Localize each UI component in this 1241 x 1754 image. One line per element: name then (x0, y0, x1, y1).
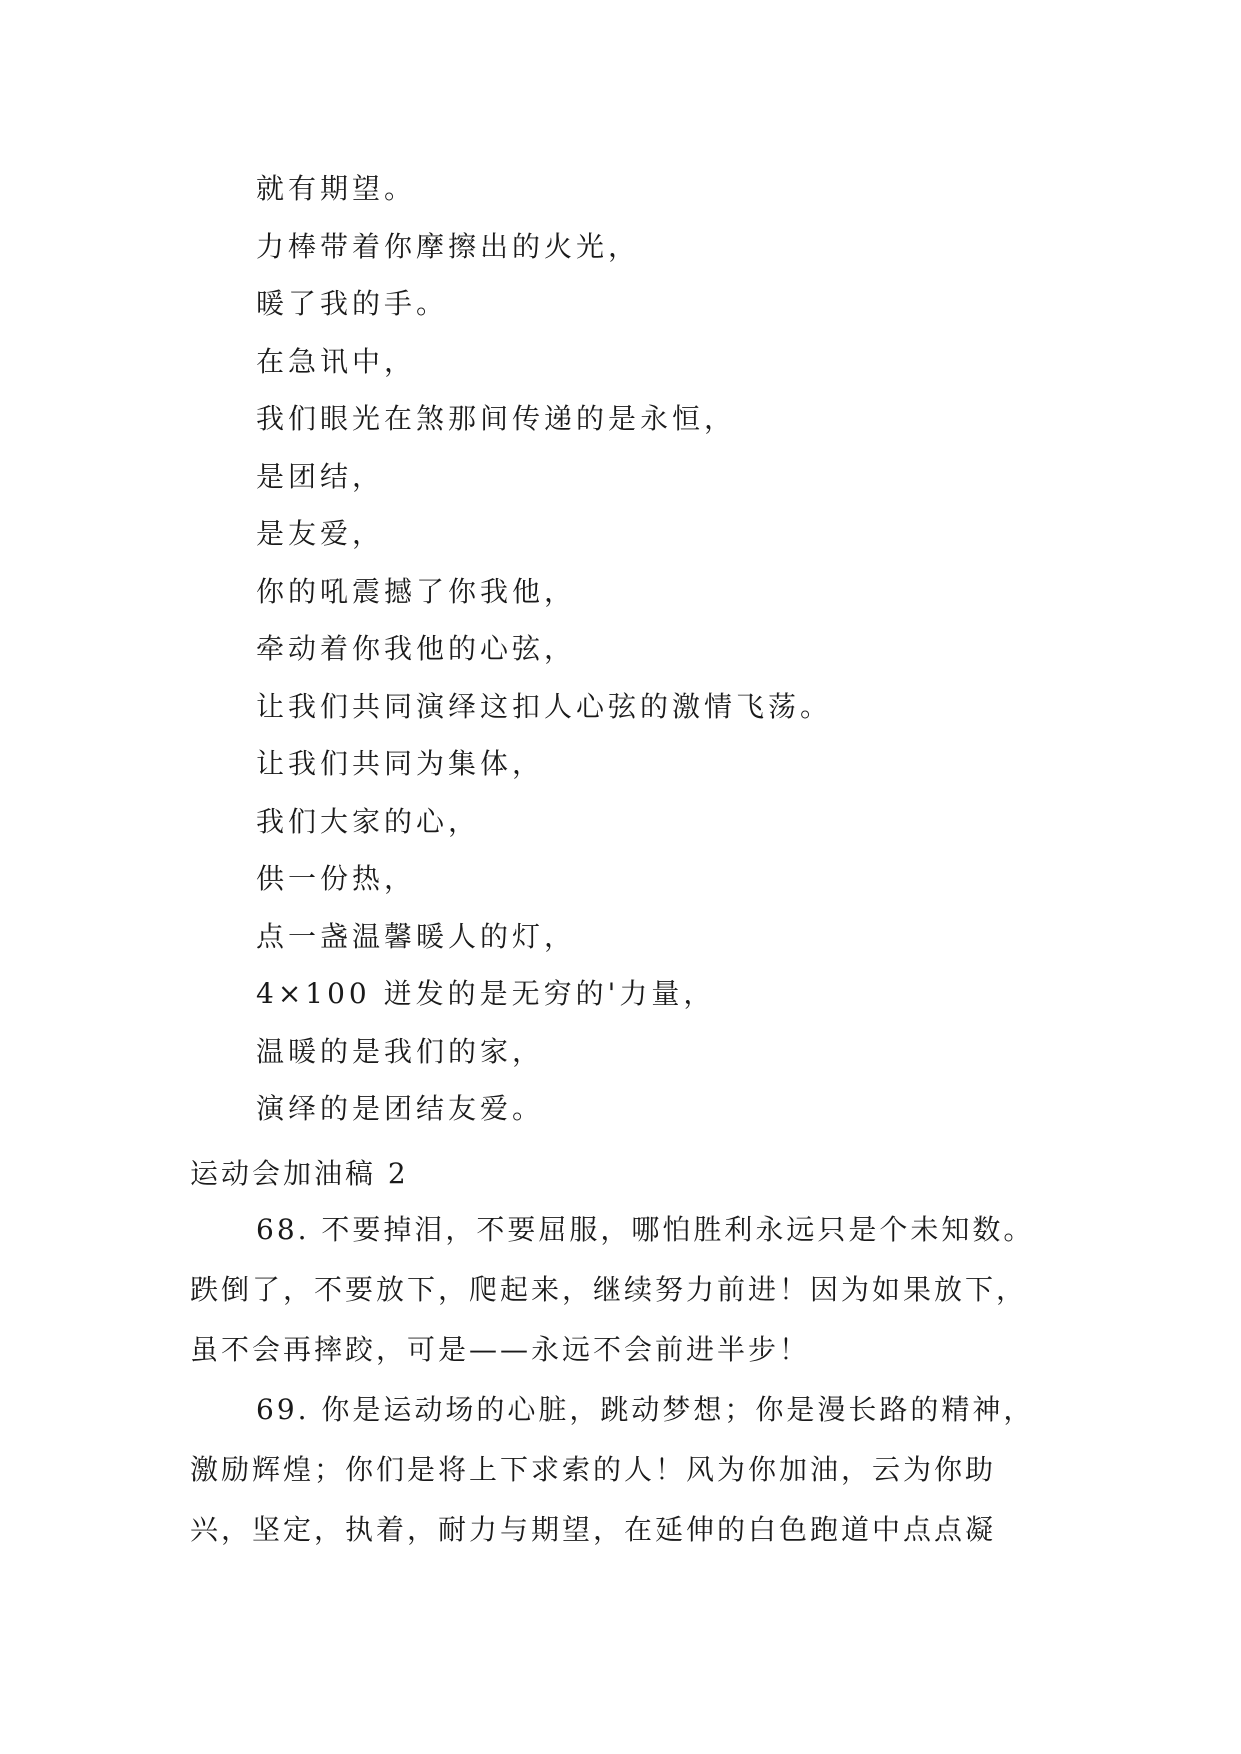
paragraph-69 (190, 1380, 1080, 1560)
verse-line: 让我们共同演绎这扣人心弦的激情飞荡。 (256, 689, 833, 723)
paragraph-line: 69. 你是运动场的心脏，跳动梦想；你是漫长路的精神， (256, 1393, 1035, 1426)
verse-line: 让我们共同为集体， (256, 747, 545, 780)
verse-line: 力棒带着你摩擦出的火光， (256, 229, 641, 263)
paragraph-line: 虽不会再摔跤，可是——永远不会前进半步！ (190, 1333, 811, 1366)
verse-line: 牵动着你我他的心弦， (256, 632, 577, 665)
paragraph-line: 激励辉煌；你们是将上下求索的人！风为你加油，云为你助 (190, 1453, 997, 1486)
verse-line: 我们眼光在煞那间传递的是永恒， (256, 402, 737, 435)
verse-line: 你的吼震撼了你我他， (256, 574, 577, 608)
verse-line: 点一盏温馨暖人的灯， (256, 919, 577, 953)
verse-line: 我们大家的心， (256, 804, 481, 838)
paragraph-line: 跌倒了，不要放下，爬起来，继续努力前进！因为如果放下， (190, 1273, 1028, 1306)
verse-line: 就有期望。 (256, 172, 417, 205)
paragraph-line: 兴，坚定，执着，耐力与期望，在延伸的白色跑道中点点凝 (190, 1513, 997, 1546)
poem-verse (256, 160, 832, 1138)
verse-line: 在急讯中， (256, 344, 417, 378)
paragraph-line: 68. 不要掉泪，不要屈服，哪怕胜利永远只是个未知数。 (256, 1213, 1035, 1246)
verse-line: 供一份热， (256, 862, 417, 895)
verse-line: 演绎的是团结友爱。 (256, 1092, 545, 1125)
section-title: 运动会加油稿 2 (190, 1157, 409, 1190)
verse-line: 是团结， (256, 459, 385, 493)
verse-line: 温暖的是我们的家， (256, 1034, 545, 1068)
paragraph-68 (190, 1200, 1080, 1380)
verse-line: 4×100 迸发的是无穷的'力量， (256, 977, 716, 1010)
verse-line: 是友爱， (256, 517, 385, 550)
paragraphs (190, 1200, 1080, 1560)
verse-line: 暖了我的手。 (256, 287, 449, 320)
